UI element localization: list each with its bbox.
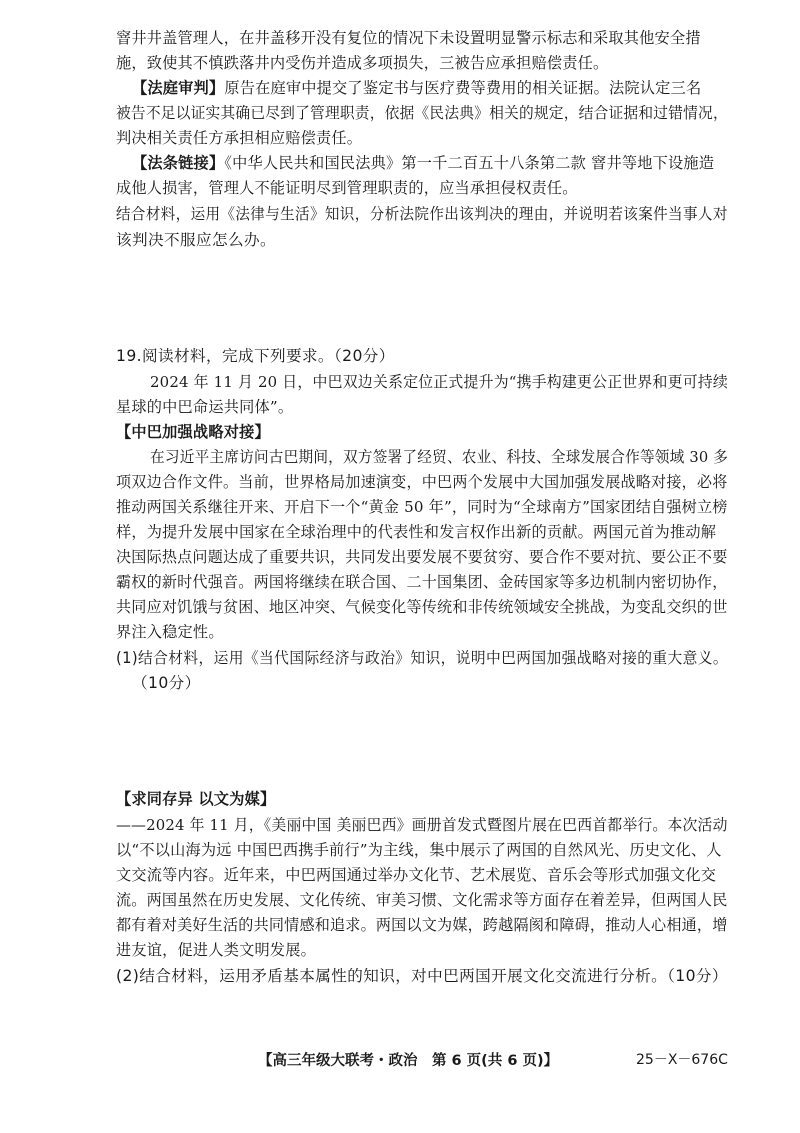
text-line: 文交流等内容。近年来，中巴两国通过举办文化节、艺术展览、音乐会等形式加强文化交 [116, 866, 717, 884]
text-line: 窨井井盖管理人，在井盖移开没有复位的情况下未设置明显警示标志和采取其他安全措 [116, 29, 701, 47]
text-line: 都有着对美好生活的共同情感和追求。两国以文为媒，跨越隔阂和障碍，推动人心相通，增 [116, 916, 728, 934]
law-label: 【法条链接】 [132, 154, 225, 172]
text-line: 进友谊，促进人类文明发展。 [116, 941, 317, 959]
text-line: 2024 年 11 月 20 日，中巴双边关系定位正式提升为“携手构建更公正世界和更可持续 [150, 373, 729, 391]
text-line: 判决相关责任方承担相应赔偿责任。 [116, 129, 363, 147]
text-line: 项双边合作文件。当前，世界格局加速演变，中巴两个发展中大国加强发展战略对接，必将 [116, 473, 728, 491]
page-footer: 【高三年级大联考・政治 第 6 页(共 6 页)】 [258, 1053, 559, 1069]
text-line: 星球的中巴命运共同体”。 [116, 398, 294, 416]
text-line: 样，为提升发展中国家在全球治理中的代表性和发言权作出新的贡献。两国元首为推动解 [116, 523, 717, 541]
text-line: 《中华人民共和国民法典》第一千二百五十八条第二款 窨井等地下设施造 [224, 154, 715, 172]
text-line: 以“不以山海为远 中国巴西携手前行”为主线，集中展示了两国的自然风光、历史文化、人 [116, 841, 722, 859]
section-title: 【中巴加强战略对接】 [116, 423, 270, 441]
section-title: 【求同存异 以文为媒】 [116, 790, 276, 808]
text-line: 施，致使其不慎跌落井内受伤并造成多项损失，三被告应承担赔偿责任。 [116, 54, 609, 72]
trial-label: 【法庭审判】 [132, 79, 225, 97]
exam-code: 25－X－676C [636, 1052, 728, 1068]
sub-question-2: (2)结合材料，运用矛盾基本属性的知识，对中巴两国开展文化交流进行分析。（10分） [116, 967, 728, 985]
text-line: 决国际热点问题达成了重要共识，共同发出要发展不要贫穷、要合作不要对抗、要公正不要 [116, 548, 728, 566]
question-line: 结合材料，运用《法律与生活》知识，分析法院作出该判决的理由，并说明若该案件当事人对 [116, 205, 728, 223]
text-line: 推动两国关系继往开来、开启下一个“黄金 50 年”，同时为“全球南方”国家团结自强树立榜 [116, 498, 728, 516]
question-line: 该判决不服应怎么办。 [116, 231, 276, 249]
sub-question-1: (1)结合材料，运用《当代国际经济与政治》知识，说明中巴两国加强战略对接的重大意义。 [116, 649, 729, 667]
law-paragraph [132, 153, 714, 173]
trial-paragraph [132, 78, 701, 98]
text-line: 原告在庭审中提交了鉴定书与医疗费等费用的相关证据。法院认定三名 [224, 79, 702, 97]
text-line: 被告不足以证实其确已尽到了管理职责，依据《民法典》相关的规定，结合证据和过错情况， [116, 104, 728, 122]
text-line: 共同应对饥饿与贫困、地区冲突、气候变化等传统和非传统领域安全挑战，为变乱交织的世 [116, 598, 728, 616]
text-line: 成他人损害，管理人不能证明尽到管理职责的，应当承担侵权责任。 [116, 179, 578, 197]
text-line: 霸权的新时代强音。两国将继续在联合国、二十国集团、金砖国家等多边机制内密切协作， [116, 573, 728, 591]
text-line: 界注入稳定性。 [116, 623, 224, 641]
sub-question-1-score: （10分） [132, 674, 201, 692]
text-line: 在习近平主席访问古巴期间，双方签署了经贸、农业、科技、全球发展合作等领域 30 多 [150, 448, 729, 466]
text-line: ——2024 年 11 月，《美丽中国 美丽巴西》画册首发式暨图片展在巴西首都举行。本次活动 [116, 816, 728, 834]
question-19-header: 19.阅读材料，完成下列要求。（20分） [116, 347, 395, 365]
text-line: 流。两国虽然在历史发展、文化传统、审美习惯、文化需求等方面存在着差异，但两国人民 [116, 891, 728, 909]
